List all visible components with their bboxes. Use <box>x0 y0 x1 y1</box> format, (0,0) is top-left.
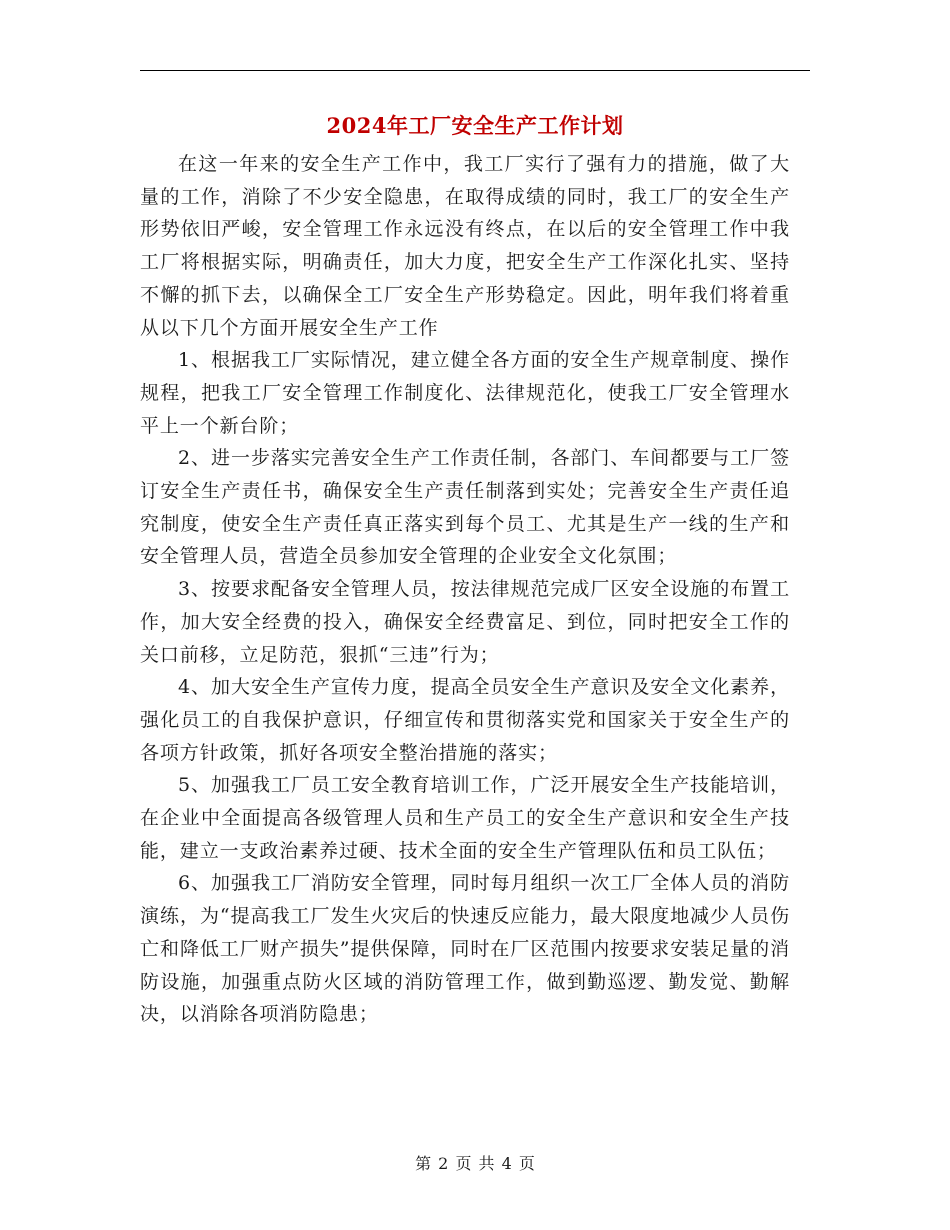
list-item-1: 1、根据我工厂实际情况，建立健全各方面的安全生产规章制度、操作规程，把我工厂安全管理工作制度化、法律规范化，使我工厂安全管理水平上一个新台阶； <box>140 349 790 437</box>
list-item-4: 4、加大安全生产宣传力度，提高全员安全生产意识及安全文化素养，强化员工的自我保护意识，仔细宣传和贯彻落实党和国家关于安全生产的各项方针政策，抓好各项安全整治措施的落实； <box>140 676 790 764</box>
list-item-5: 5、加强我工厂员工安全教育培训工作，广泛开展安全生产技能培训，在企业中全面提高各级管理人员和生产员工的安全生产意识和安全生产技能，建立一支政治素养过硬、技术全面的安全生产管理队伍和员工队伍； <box>140 774 790 862</box>
list-item-3: 3、按要求配备安全管理人员，按法律规范完成厂区安全设施的布置工作，加大安全经费的投入，确保安全经费富足、到位，同时把安全工作的关口前移，立足防范，狠抓“三违”行为； <box>140 578 790 666</box>
header-rule <box>140 70 810 71</box>
intro-paragraph: 在这一年来的安全生产工作中，我工厂实行了强有力的措施，做了大量的工作，消除了不少安全隐患，在取得成绩的同时，我工厂的安全生产形势依旧严峻，安全管理工作永远没有终点，在以后的安全管理工作中我工厂将根据实际，明确责任，加大力度，把安全生产工作深化扎实、坚持不懈的抓下去，以确保全工厂安全生产形势稳定。因此，明年我们将着重从以下几个方面开展安全生产工作 <box>140 153 790 339</box>
list-item-2: 2、进一步落实完善安全生产工作责任制，各部门、车间都要与工厂签订安全生产责任书，确保安全生产责任制落到实处；完善安全生产责任追究制度，使安全生产责任真正落实到每个员工、尤其是生产一线的生产和安全管理人员，营造全员参加安全管理的企业安全文化氛围； <box>140 447 790 568</box>
list-item-6: 6、加强我工厂消防安全管理，同时每月组织一次工厂全体人员的消防演练，为“提高我工厂发生火灾后的快速反应能力，最大限度地减少人员伤亡和降低工厂财产损失”提供保障，同时在厂区范围内按要求安装足量的消防设施，加强重点防火区域的消防管理工作，做到勤巡逻、勤发觉、勤解决，以消除各项消防隐患； <box>140 872 790 1026</box>
document-body <box>140 148 790 1031</box>
page-footer: 第 2 页 共 4 页 <box>415 1154 535 1173</box>
document-title: 2024年工厂安全生产工作计划 <box>326 113 624 138</box>
